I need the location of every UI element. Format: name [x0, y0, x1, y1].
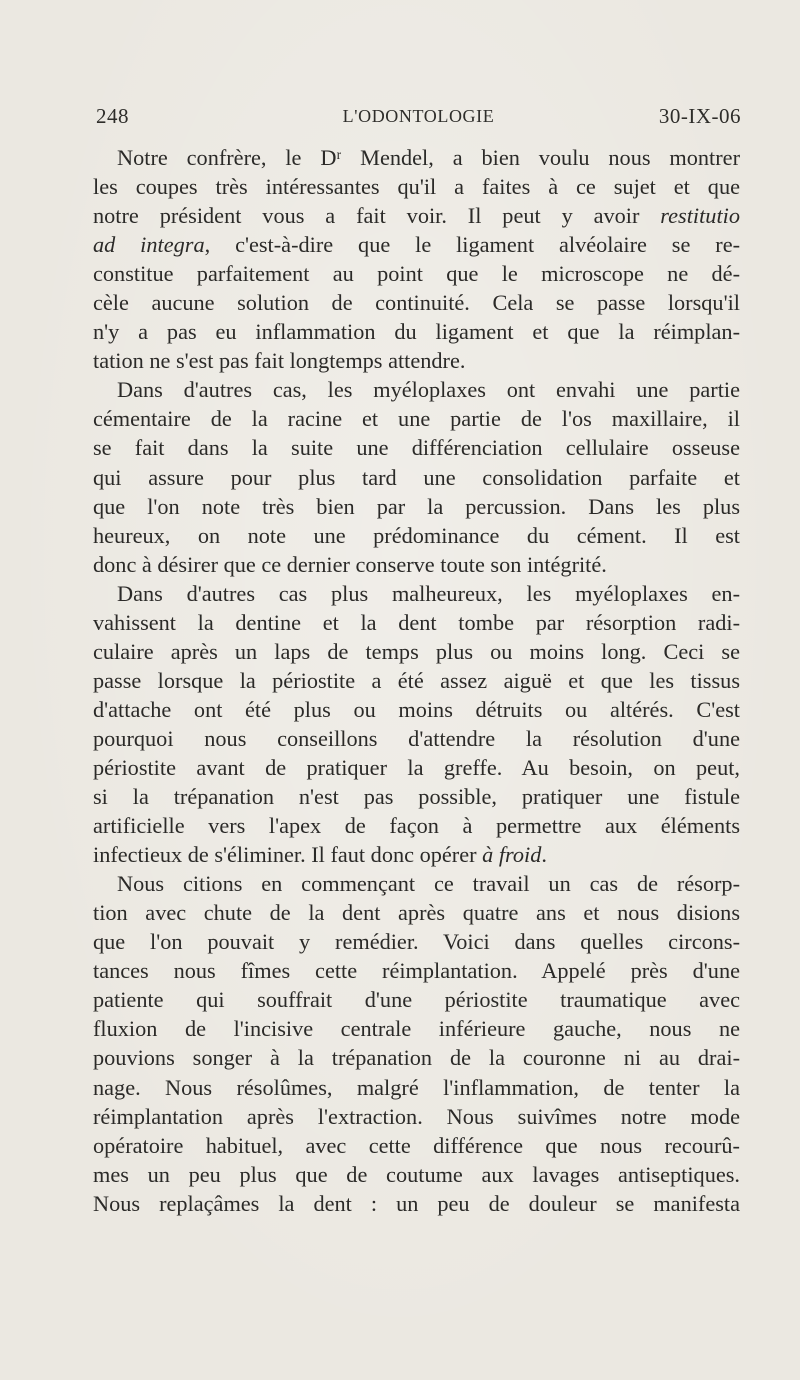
text-line: tances nous fîmes cette réimplantation. Appelé près d'une	[93, 958, 740, 984]
italic-phrase: restitutio	[660, 203, 740, 229]
page-number: 248	[96, 104, 129, 128]
running-header	[96, 104, 741, 134]
text-line: cémentaire de la racine et une partie de l'os maxillaire, il	[93, 406, 740, 432]
text-line: cèle aucune solution de continuité. Cela se passe lorsqu'il	[93, 290, 740, 316]
issue-date: 30-IX-06	[658, 104, 741, 128]
text-line: Nous replaçâmes la dent : un peu de douleur se manifesta	[93, 1190, 740, 1216]
italic-phrase: ad integra	[93, 232, 205, 258]
text-line: nage. Nous résolûmes, malgré l'inflammation, de tenter la	[93, 1074, 740, 1100]
text-line: opératoire habituel, avec cette différence que nous recourû-	[93, 1132, 740, 1158]
text-line: n'y a pas eu inflammation du ligament et que la réimplan-	[93, 319, 740, 345]
text-line: Nous citions en commençant ce travail un cas de résorp-	[117, 871, 740, 897]
paragraph-3	[93, 579, 740, 869]
text-line: culaire après un laps de temps plus ou moins long. Ceci se	[93, 638, 740, 664]
text-line: réimplantation après l'extraction. Nous suivîmes notre mode	[93, 1103, 740, 1129]
text-line: si la trépanation n'est pas possible, pratiquer une fistule	[93, 784, 740, 810]
text-line: mes un peu plus que de coutume aux lavages antiseptiques.	[93, 1161, 740, 1187]
text-line: heureux, on note une prédominance du cément. Il est	[93, 522, 740, 548]
text-line: ad integra, c'est-à-dire que le ligament alvéolaire se re-	[93, 232, 740, 258]
text-line: donc à désirer que ce dernier conserve toute son intégrité.	[93, 551, 607, 577]
running-title: L'ODONTOLOGIE	[342, 106, 495, 126]
text-line: les coupes très intéressantes qu'il a faites à ce sujet et que	[93, 174, 740, 200]
text-line: vahissent la dentine et la dent tombe par résorption radi-	[93, 609, 740, 635]
text-line: notre président vous a fait voir. Il peut y avoir restitutio	[93, 203, 740, 229]
text-line: constitue parfaitement au point que le microscope ne dé-	[93, 261, 740, 287]
text-line: se fait dans la suite une différenciation cellulaire osseuse	[93, 435, 740, 461]
paragraph-2	[93, 375, 740, 578]
text-line: d'attache ont été plus ou moins détruits ou altérés. C'est	[93, 696, 740, 722]
paragraph-4	[93, 869, 740, 1218]
text-line: tation ne s'est pas fait longtemps attendre.	[93, 348, 466, 374]
text-line: que l'on pouvait y remédier. Voici dans quelles circons-	[93, 929, 740, 955]
text-line: fluxion de l'incisive centrale inférieure gauche, nous ne	[93, 1016, 740, 1042]
paragraph-1	[93, 143, 740, 375]
text-line: pouvions songer à la trépanation de la couronne ni au drai-	[93, 1045, 740, 1071]
text-line: pourquoi nous conseillons d'attendre la résolution d'une	[93, 725, 740, 751]
body-text	[93, 143, 740, 1218]
text-line: artificielle vers l'apex de façon à permettre aux éléments	[93, 813, 740, 839]
text-line: que l'on note très bien par la percussion. Dans les plus	[93, 493, 740, 519]
text-line: qui assure pour plus tard une consolidation parfaite et	[93, 464, 740, 490]
text-line: Notre confrère, le Dʳ Mendel, a bien voulu nous montrer	[117, 145, 740, 170]
text-line: tion avec chute de la dent après quatre ans et nous disions	[93, 900, 740, 926]
text-line: périostite avant de pratiquer la greffe. Au besoin, on peut,	[93, 754, 740, 780]
text-line: Dans d'autres cas, les myéloplaxes ont envahi une partie	[117, 377, 740, 403]
text-line: patiente qui souffrait d'une périostite traumatique avec	[93, 987, 740, 1013]
text-line: passe lorsque la périostite a été assez aiguë et que les tissus	[93, 667, 740, 693]
text-line: Dans d'autres cas plus malheureux, les myéloplaxes en-	[117, 580, 740, 606]
text-line: infectieux de s'éliminer. Il faut donc opérer à froid.	[93, 842, 547, 868]
italic-phrase: à froid	[482, 842, 542, 868]
